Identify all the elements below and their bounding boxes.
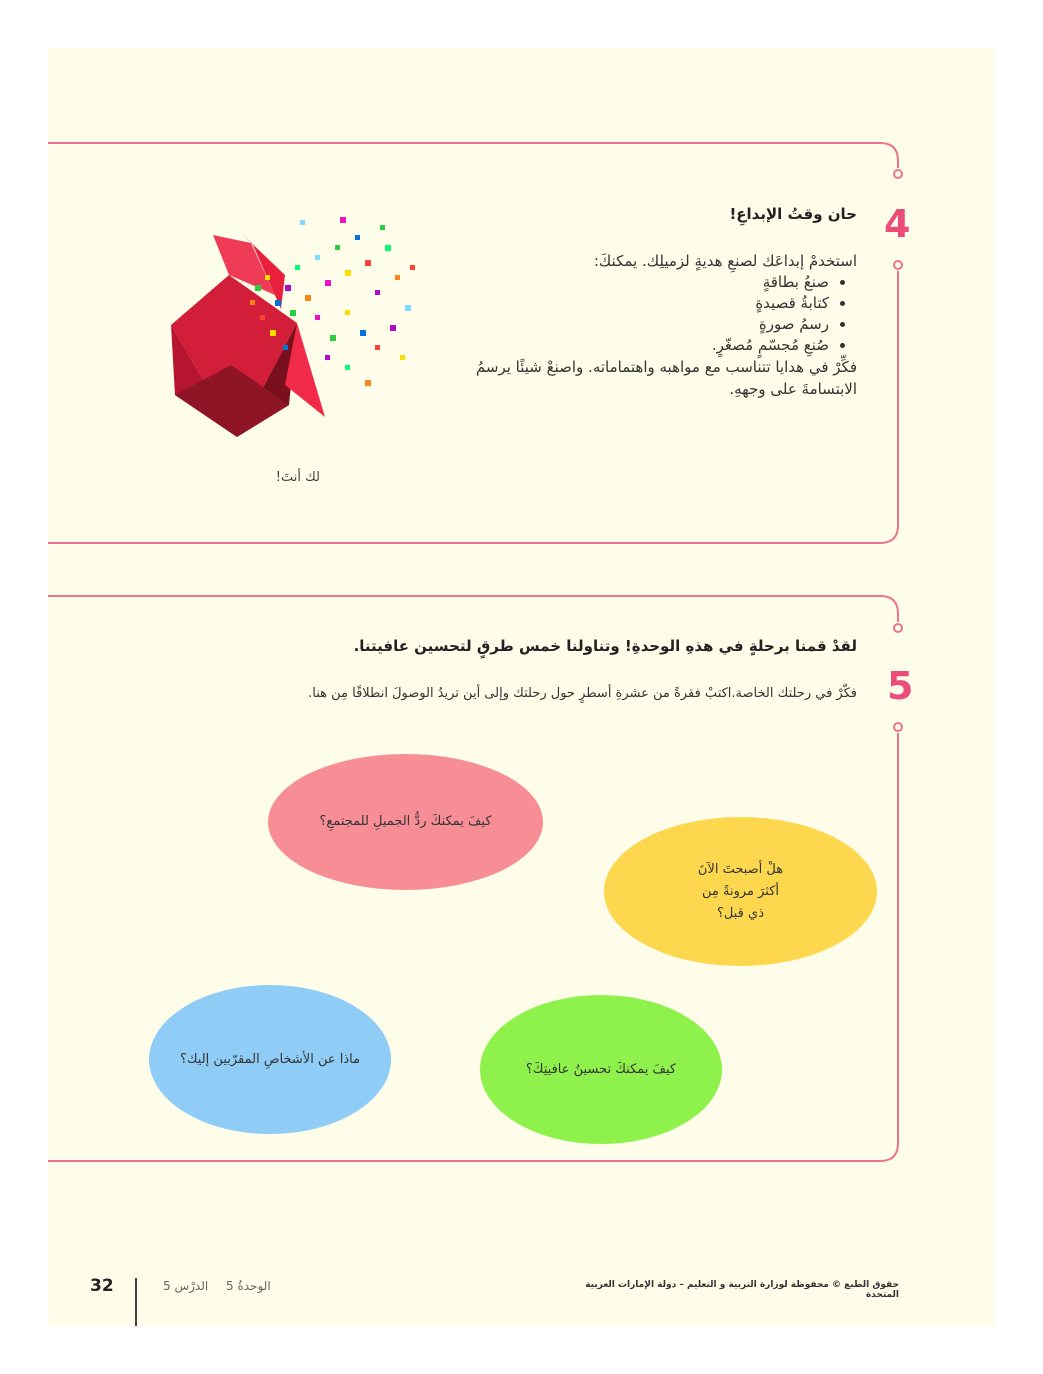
- section5-instruction: فكّرْ في رحلتك الخاصة.اكتبْ فقرةً من عشرةِ أسطرٍ حول رحلتك وإلى أين تريدُ الوصولَ انطلاقًا مِن هنا.: [308, 686, 857, 701]
- bubble-give-back: كيفَ يمكنكَ ردُّ الجميلِ للمجتمعِ؟: [268, 754, 543, 890]
- section4-intro: استخدمْ إبداعَك لصنعِ هديةٍ لزميلِك. يمكنكَ:: [593, 252, 857, 270]
- bubble-resilience: هلْ أصبحتَ الآنَ أكثرَ مرونةً مِن ذي قبل؟: [604, 817, 877, 966]
- section4-number: 4: [884, 202, 911, 246]
- section4-closing: فكِّرْ في هدايا تتناسب مع مواهبه واهتماماته. واصنعْ شيئًا يرسمُ الابتسامةَ على وجههِ.: [475, 358, 857, 398]
- section5-title: لقدْ قمنا برحلةٍ في هذهِ الوحدةِ! وتناولنا خمس طرقٍ لتحسين عافيتنا.: [353, 637, 857, 655]
- section4-list: [437, 272, 857, 356]
- list-item: • رسمُ صورةٍ: [437, 314, 829, 335]
- list-item: • كتابةُ قصيدةٍ: [437, 293, 829, 314]
- gift-caption: لك أنتَ!: [275, 470, 320, 485]
- gift-box-confetti-icon: [165, 205, 425, 445]
- footer-divider: [135, 1278, 137, 1326]
- footer-lesson: الدرْس 5: [163, 1279, 209, 1293]
- section4-title: حان وقتُ الإبداعِ!: [729, 205, 857, 223]
- section4-body: [437, 250, 857, 400]
- footer-copyright: حقوق الطبع © محفوظة لوزارة التربية و التعليم – دولة الإمارات العربية المتحدة: [585, 1280, 899, 1300]
- bubble-close-people: ماذا عن الأشخاصِ المقرّبين إليك؟: [149, 985, 391, 1134]
- footer-unit: الوحدةُ 5: [226, 1279, 271, 1293]
- list-item: • صُنعِ مُجسّمٍ مُصغّرٍ.: [437, 335, 829, 356]
- page-number: 32: [90, 1276, 114, 1296]
- list-item: • صنعُ بطاقةٍ: [437, 272, 829, 293]
- bubble-wellbeing: كيفَ يمكنكَ تحسينُ عافيتِكَ؟: [480, 995, 722, 1144]
- section5-number: 5: [887, 664, 914, 708]
